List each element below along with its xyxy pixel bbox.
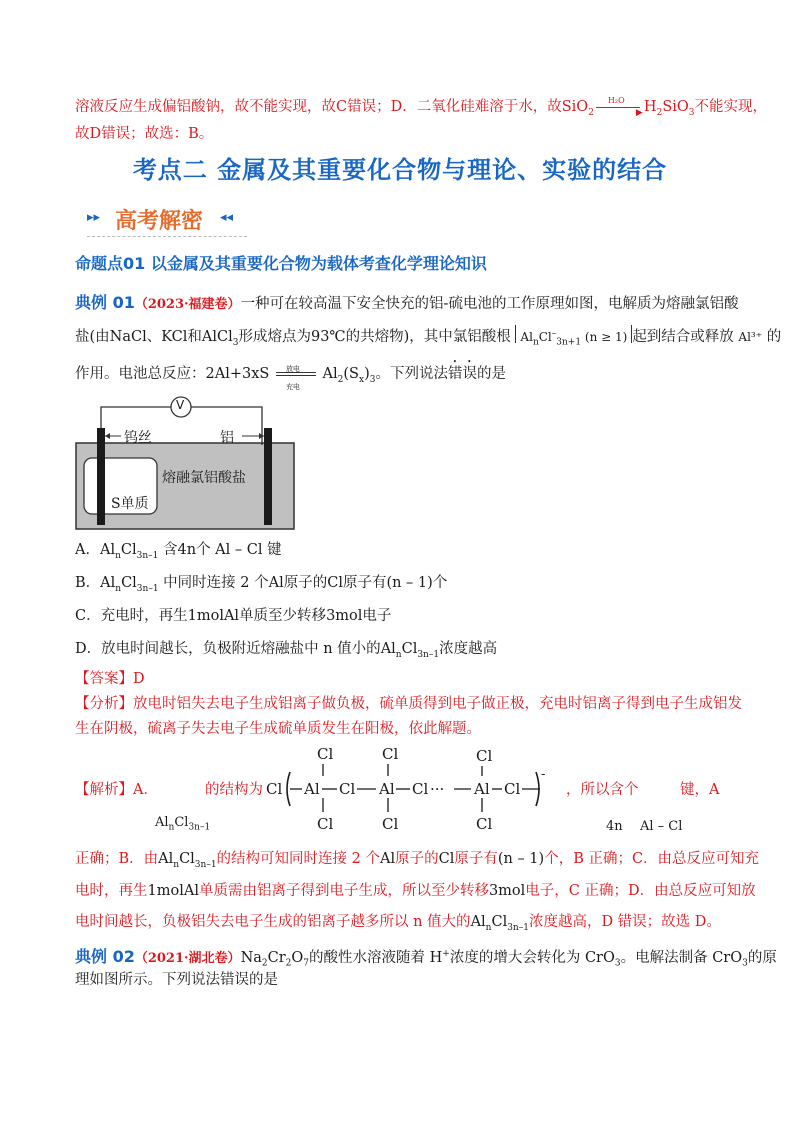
double-arrow-right-icon: ▸▸ — [87, 210, 101, 225]
svg-text:Cl: Cl — [382, 745, 399, 763]
example-label: 典例 02 — [75, 946, 135, 966]
chloroaluminate-bracket: $Al_nCl^-_{3n+1}$ (n ≥ 1) — [515, 325, 632, 343]
explain-line-1-text: 【解析】A． — [75, 782, 158, 798]
svg-text:Cl: Cl — [317, 745, 334, 763]
s-label: S单质 — [111, 496, 149, 512]
continuation-line-1: 溶液反应生成偏铝酸钠，故不能实现，故C错误；D．二氧化硅难溶于水，故SiO$_2$ H₂O ▶ $H_2SiO_3$不能实现， — [75, 96, 768, 118]
svg-text:Al: Al — [474, 780, 490, 798]
option-a: A．$Al_nCl_{3n-1}$ 含4n个 Al – Cl 键 — [75, 542, 282, 561]
example2-line2: 理如图所示。下列说法错误的是 — [75, 972, 278, 988]
example1-line3: 作用。电池总反应：2Al+3xS 放电 充电 $Al_2(S_x)_3$。下列说法错误的是 — [75, 365, 506, 391]
svg-text:Cl: Cl — [317, 815, 334, 833]
svg-text:Cl: Cl — [412, 780, 429, 798]
section-heading: 命题点01 以金属及其重要化合物为载体考查化学理论知识 — [75, 254, 487, 273]
reversible-arrow: 放电 充电 — [274, 365, 318, 383]
double-arrow-left-icon: ◂◂ — [220, 210, 234, 225]
example2-line1: 典例 02（2021·湖北卷）$Na_2Cr_2O_7$的酸性水溶液随着 H+浓度的增大会转化为 CrO$_3$。电解法制备 CrO$_3$的原 — [75, 946, 777, 969]
svg-text:-: - — [541, 767, 546, 782]
option-b: B．$Al_nCl_{3n-1}$ 中同时连接 2 个Al原子的Cl原子有(n – 1)个 — [75, 575, 448, 594]
svg-text:Cl: Cl — [339, 780, 356, 798]
battery-diagram — [75, 396, 305, 530]
analysis-line-2: 生在阴极，硫离子失去电子生成硫单质发生在阳极，依此解题。 — [75, 721, 481, 737]
option-c: C．充电时，再生1molAl单质至少转移3mol电子 — [75, 608, 392, 624]
explain-structure-text: 的结构为 — [205, 782, 263, 798]
explain-count: 个 — [624, 782, 639, 798]
electrolyte-label: 熔融氯铝酸盐 — [162, 470, 246, 486]
tungsten-electrode — [97, 428, 105, 525]
example1-line1: 典例 01（2023·福建卷）一种可在较高温下安全快充的铝-硫电池的工作原理如图，电解质为熔融氯铝酸 — [75, 293, 739, 312]
example-source: （2023·福建卷） — [134, 297, 241, 312]
svg-text:Cl: Cl — [476, 747, 493, 765]
svg-text:Cl: Cl — [476, 815, 493, 833]
svg-text:Cl: Cl — [504, 780, 521, 798]
example-source: （2021·湖北卷） — [134, 950, 241, 966]
explain-bond: 键，A — [680, 782, 720, 798]
banner-title: 高考解密 — [115, 209, 204, 234]
aluminum-electrode — [264, 428, 272, 525]
left-electrode-label: 钨丝 — [124, 430, 152, 446]
svg-text:···: ··· — [430, 780, 445, 798]
battery-schematic — [75, 396, 305, 530]
explain-line-2: 正确；B．由$Al_nCl_{3n-1}$的结构可知同时连接 2 个Al原子的Cl原子有(n – 1)个，B 正确；C．由总反应可知充 — [75, 851, 760, 870]
svg-text:Cl: Cl — [382, 815, 399, 833]
svg-text:Al: Al — [379, 780, 395, 798]
page-title: 考点二 金属及其重要化合物与理论、实验的结合 — [132, 156, 668, 184]
explain-alcl: Al – Cl — [640, 819, 683, 834]
explain-line-3: 电时，再生1molAl单质需由铝离子得到电子生成，所以至少转移3mol电子，C 正确；D．由总反应可知放 — [75, 883, 756, 899]
svg-text:Cl: Cl — [266, 780, 283, 798]
analysis-line-1: 【分析】放电时铝失去电子生成铝离子做负极，硫单质得到电子做正极，充电时铝离子得到电子生成铝发 — [75, 696, 742, 712]
explain-4n: 4n — [606, 819, 623, 834]
example1-line2: 盐(由NaCl、KCl和AlCl$_3$形成熔点为93℃的共熔物)，其中氯铝酸根 $Al_nCl^-_{3n+1}$ (n ≥ 1) 起到结合或释放 Al³⁺ 的 — [75, 325, 781, 353]
banner-underline — [87, 236, 247, 237]
explain-contains: ，所以含 — [566, 782, 624, 798]
svg-text:Al: Al — [304, 780, 320, 798]
right-electrode-label: 铝 — [220, 430, 234, 446]
reaction-arrow: H₂O ▶ — [594, 100, 644, 114]
continuation-line-2: 故D错误；故选：B。 — [75, 126, 214, 142]
chloroaluminate-structure — [264, 744, 554, 834]
structure-drawing — [264, 744, 554, 834]
answer-line: 【答案】D — [75, 671, 145, 687]
explain-line-4: 电时间越长，负极铝失去电子生成的铝离子越多所以 n 值大的$Al_nCl_{3n-1}$浓度越高，D 错误；故选 D。 — [75, 914, 721, 933]
explain-formula: $Al_nCl_{3n-1}$ — [155, 815, 211, 833]
option-d: D．放电时间越长，负极附近熔融盐中 n 值小的$Al_nCl_{3n-1}$浓度越高 — [75, 641, 498, 660]
voltmeter-label: V — [176, 398, 185, 412]
example-label: 典例 01 — [75, 293, 135, 312]
